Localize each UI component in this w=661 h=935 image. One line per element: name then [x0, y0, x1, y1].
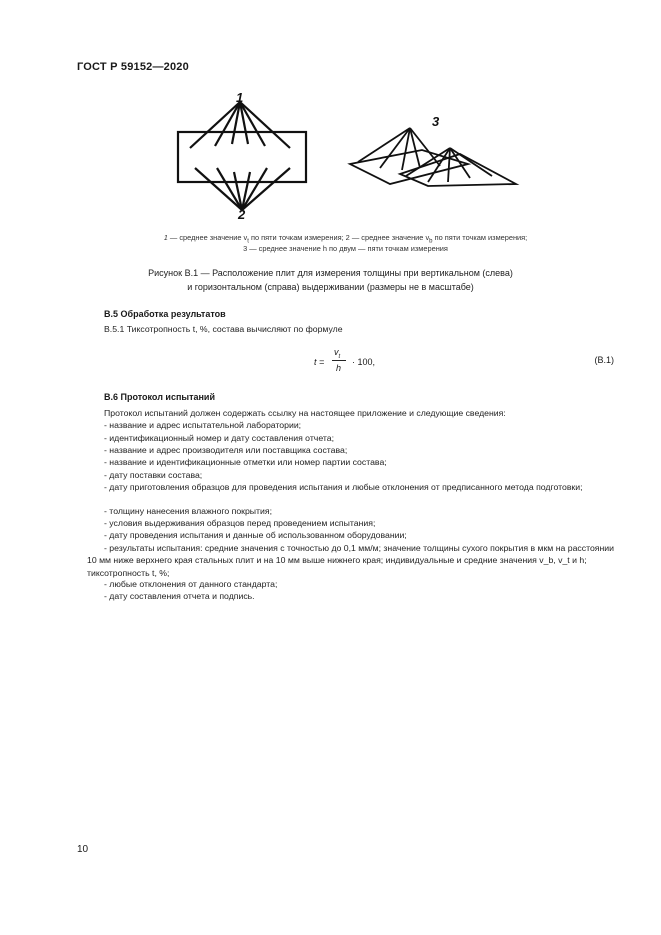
section-b5-paragraph: В.5.1 Тиксотропность t, %, состава вычисляют по формуле: [104, 324, 343, 334]
list-item: - название и адрес испытательной лаборатории;: [104, 420, 302, 430]
figure-plates-diagram: [170, 88, 530, 223]
list-item: - результаты испытания: средние значения с точностью до 0,1 мм/м; значение толщины сухого покрытия в мкм на расстоянии 10 мм ниже верхнего края стальных плит и на 10 мм выше нижнего края; индивидуальные и средние значения v_b, v_t и h; тиксотропность t, %;: [87, 543, 615, 578]
document-header: ГОСТ Р 59152—2020: [77, 61, 189, 73]
page-number: 10: [77, 844, 89, 855]
section-b6-title: В.6 Протокол испытаний: [104, 392, 215, 402]
figure-legend-line1: 1 — среднее значение $v_t$ по пяти точкам измерения; 2 — среднее значение $v_b$ по пяти точкам измерения;: [163, 233, 528, 245]
figure-caption-line1: Рисунок В.1 — Расположение плит для измерения толщины при вертикальном (слева): [148, 268, 513, 278]
list-item: - дату проведения испытания и данные об использованном оборудовании;: [104, 530, 407, 540]
list-item: - толщину нанесения влажного покрытия;: [104, 506, 272, 516]
formula-b1: t = $v_t$ h · 100,: [314, 347, 376, 373]
vertical-plate-rect: [178, 132, 306, 182]
label-2: 2: [238, 207, 246, 222]
label-3: 3: [432, 114, 440, 129]
list-item: - любые отклонения от данного стандарта;: [104, 579, 278, 589]
formula-number: (В.1): [594, 355, 614, 365]
label-1: 1: [236, 90, 244, 105]
list-item: - условия выдерживания образцов перед проведением испытания;: [104, 518, 376, 528]
section-b5-title: В.5 Обработка результатов: [104, 309, 226, 319]
list-item: - название и адрес производителя или поставщика состава;: [104, 445, 348, 455]
figure-legend-line2: 3 — среднее значение h по двум — пяти точкам измерения: [243, 244, 448, 253]
list-item: - дату составления отчета и подпись.: [104, 591, 255, 601]
list-item: - дату приготовления образцов для проведения испытания и любые отклонения от предписанного метода подготовки;: [104, 482, 583, 492]
list-item: - идентификационный номер и дату составления отчета;: [104, 433, 334, 443]
list-item: - дату поставки состава;: [104, 470, 203, 480]
figure-caption-line2: и горизонтальном (справа) выдерживании (размеры не в масштабе): [187, 282, 474, 292]
section-b6-intro: Протокол испытаний должен содержать ссылку на настоящее приложение и следующие сведения:: [104, 408, 506, 418]
list-item: - название и идентификационные отметки или номер партии состава;: [104, 457, 387, 467]
